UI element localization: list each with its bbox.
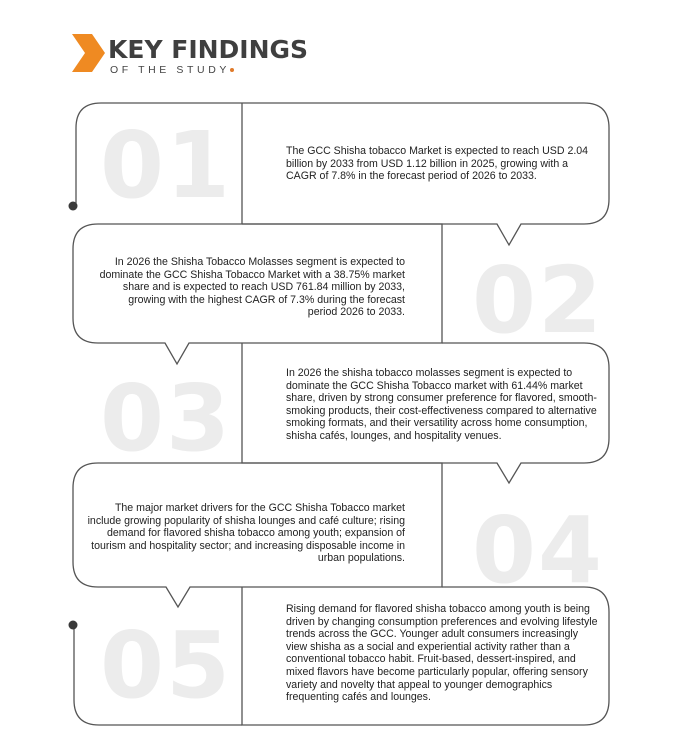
finding-text-01: The GCC Shisha tobacco Market is expected to reach USD 2.04 billion by 2033 from USD 1.12 billion in 2025, growing with a CAGR of 7.8% in the forecast period of 2026 to 2033. [286,145,589,183]
finding-text-05: Rising demand for flavored shisha tobacco among youth is being driven by changing consumption preferences and evolving lifestyle trends across the GCC. Younger adult consumers increasingly view shisha as a social and experiential activity rather than a conventional tobacco habit. Fruit-based, dessert-inspired, and mixed flavors have become particularly popular, offering sensory variety and novelty that appeal to younger demographics frequenting cafés and lounges. [286,603,598,704]
finding-number-05: 05 [100,612,233,719]
finding-text-03: In 2026 the shisha tobacco molasses segment is expected to dominate the GCC Shisha Tobacco market with 61.44% market share, driven by strong consumer preference for flavored, smooth-smoking products, their cost-effectiveness compared to alternative smoking formats, and their versatility across home consumption, shisha cafés, lounges, and hospitality venues. [286,367,597,442]
finding-number-01: 01 [100,112,233,219]
finding-number-02: 02 [472,247,605,354]
subtitle-text: OF THE STUDY [110,64,231,76]
finding-text-04: The major market drivers for the GCC Shisha Tobacco market include growing popularity of shisha lounges and café culture; rising demand for flavored shisha tobacco among youth; expansion of tourism and hospitality sector; and increasing disposable income in urban populations. [87,502,405,565]
finding-text-02: In 2026 the Shisha Tobacco Molasses segment is expected to dominate the GCC Shisha Tobacco Market with a 38.75% market share and is expected to reach USD 761.84 million by 2033, growing with the highest CAGR of 7.3% during the forecast period 2026 to 2033. [99,256,405,319]
finding-number-04: 04 [472,497,605,604]
finding-number-03: 03 [100,365,233,472]
page-title: KEY FINDINGS [108,35,309,64]
marker-dot-bottom-icon [69,621,78,630]
marker-dot-top-icon [69,202,78,211]
